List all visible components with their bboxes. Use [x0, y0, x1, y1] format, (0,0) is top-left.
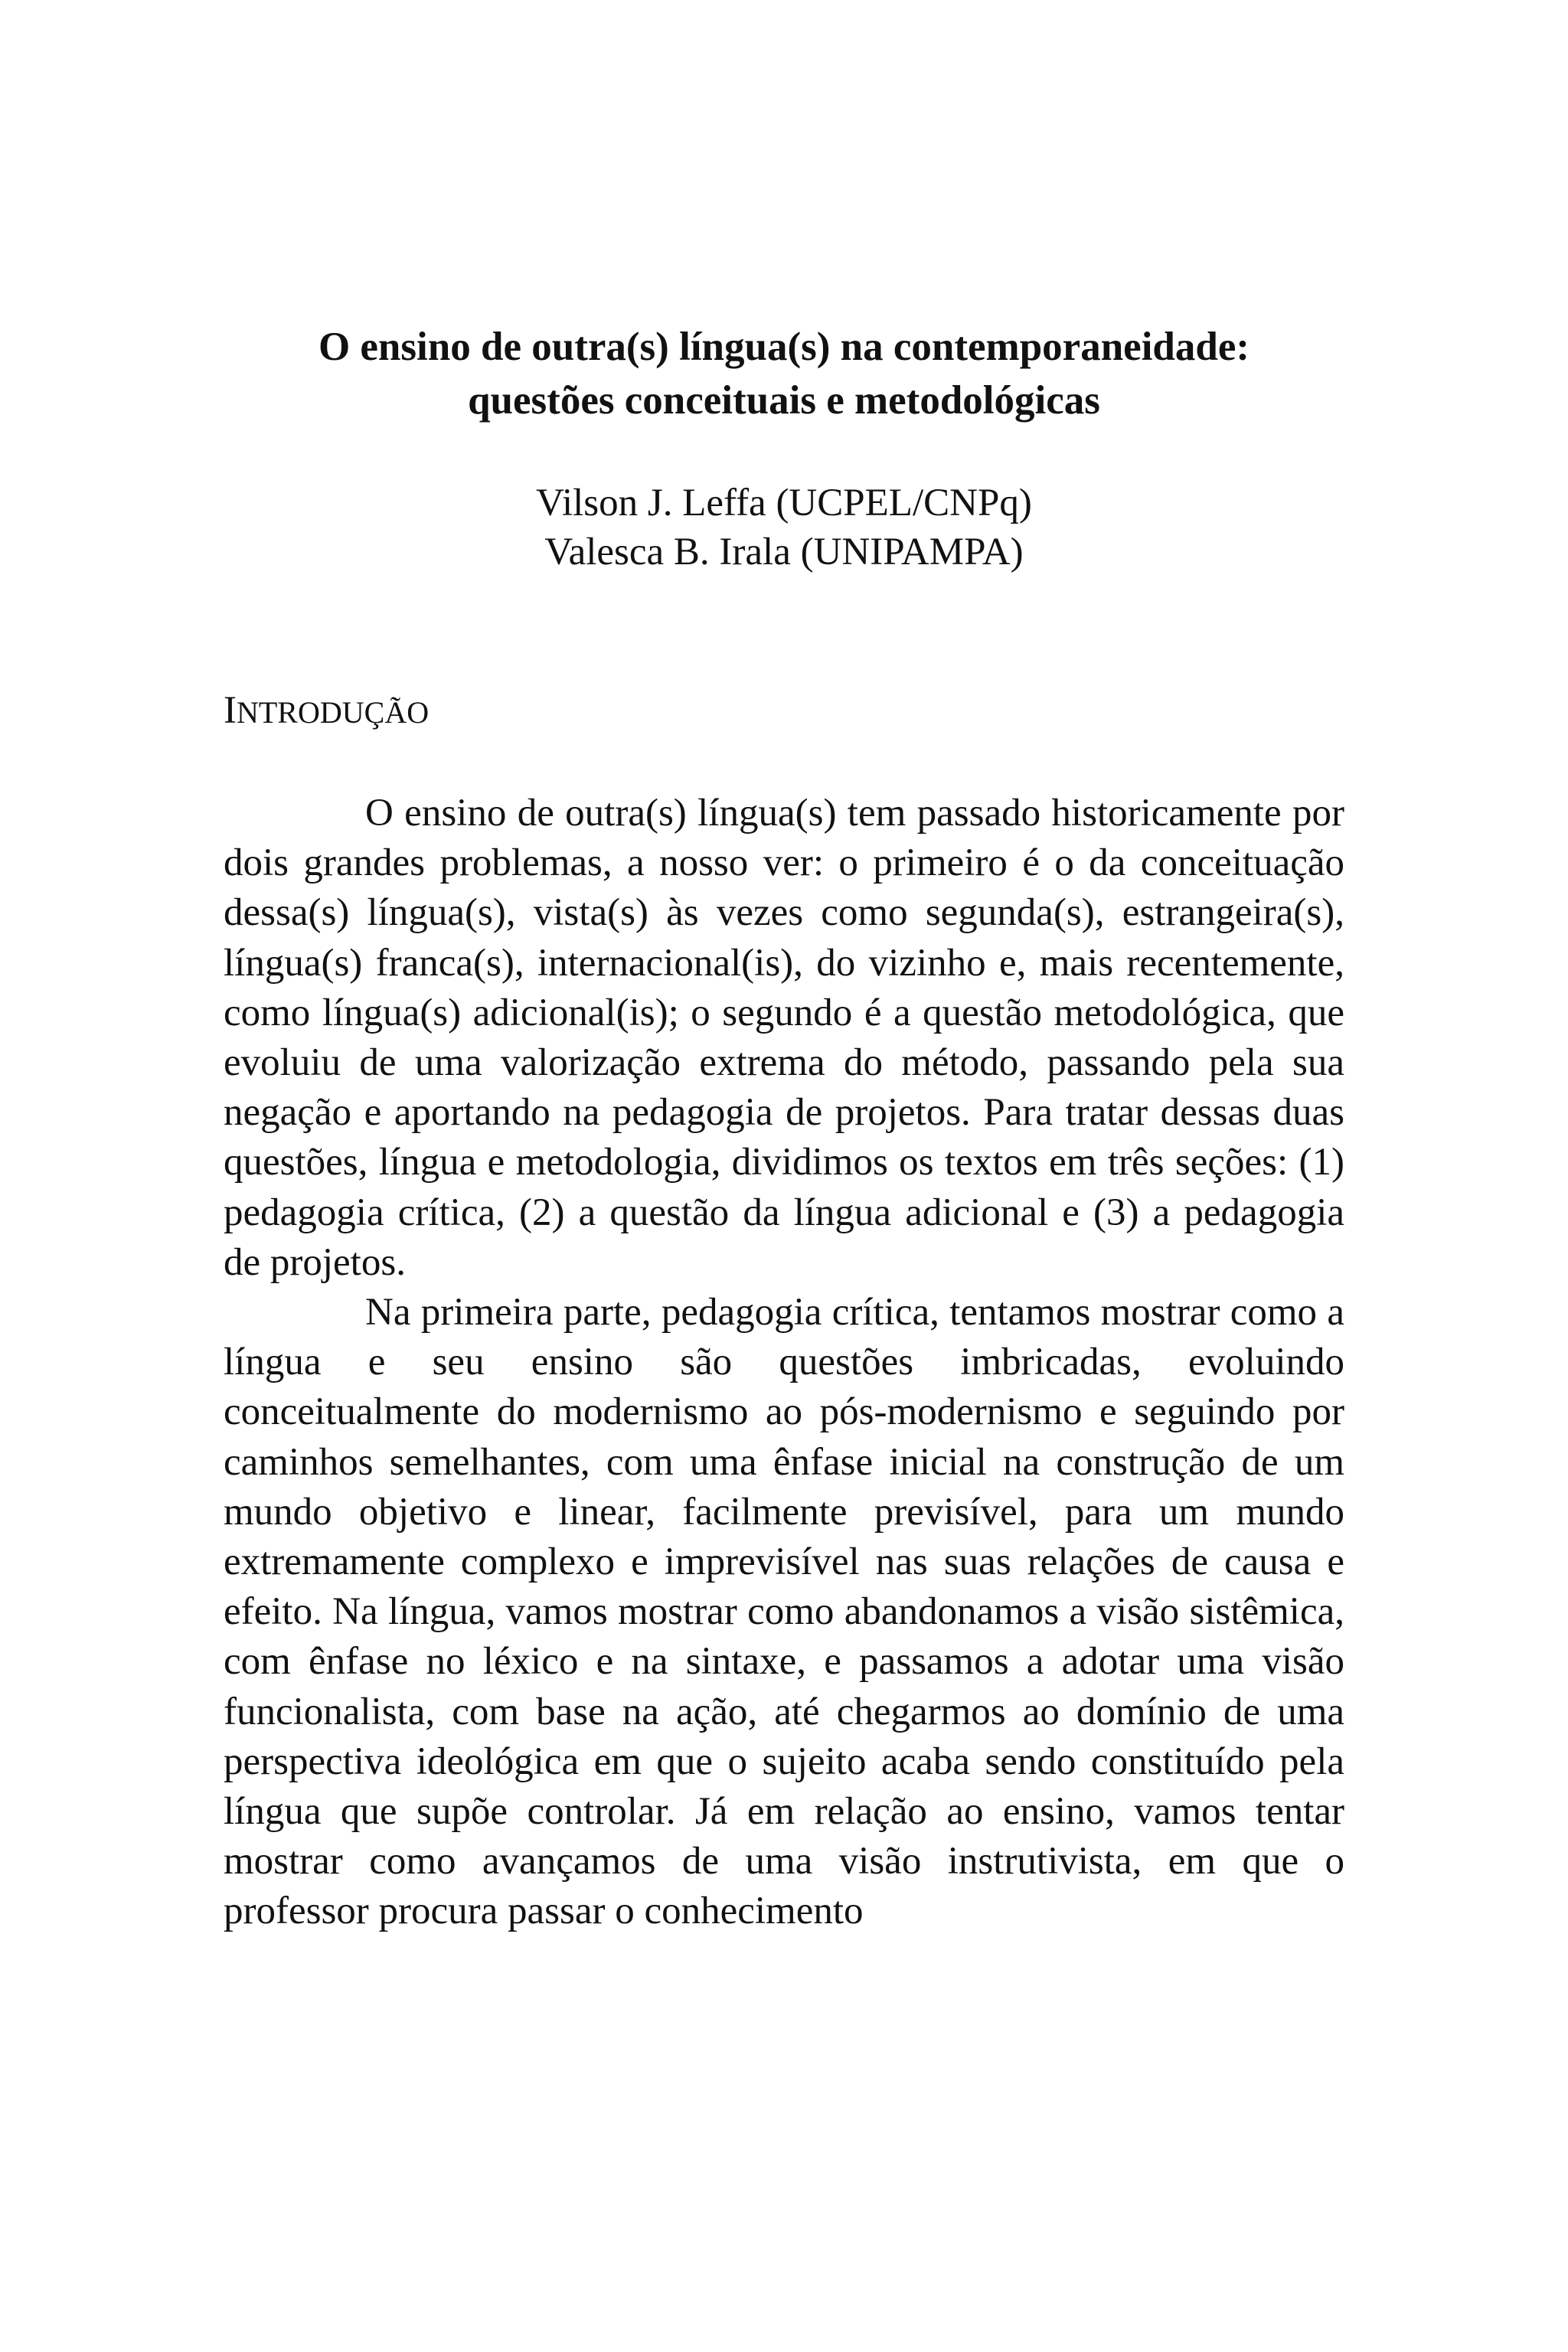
body-text	[224, 789, 1344, 1937]
paragraph-1: O ensino de outra(s) língua(s) tem passado historicamente por dois grandes problemas, a nosso ver: o primeiro é o da conceituação dessa(s) língua(s), vista(s) às vezes como segunda(s), estrangeira(s), língua(s) franca(s), internacional(is), do vizinho e, mais recentemente, como língua(s) adicional(is); o segundo é a questão metodológica, que evoluiu de uma valorização extrema do método, passando pela sua negação e aportando na pedagogia de projetos. Para tratar dessas duas questões, língua e metodologia, dividimos os textos em três seções: (1) pedagogia crítica, (2) a questão da língua adicional e (3) a pedagogia de projetos.	[224, 792, 1344, 1284]
author-2: Valesca B. Irala (UNIPAMPA)	[544, 531, 1024, 573]
section-heading-rest: NTRODUÇÃO	[236, 695, 430, 730]
paragraph-2: Na primeira parte, pedagogia crítica, tentamos mostrar como a língua e seu ensino são questões imbricadas, evoluindo conceitualmente do modernismo ao pós-modernismo e seguindo por caminhos semelhantes, com uma ênfase inicial na construção de um mundo objetivo e linear, facilmente previsível, para um mundo extremamente complexo e imprevisível nas suas relações de causa e efeito. Na língua, vamos mostrar como abandonamos a visão sistêmica, com ênfase no léxico e na sintaxe, e passamos a adotar uma visão funcionalista, com base na ação, até chegarmos ao domínio de uma perspectiva ideológica em que o sujeito acaba sendo constituído pela língua que supõe controlar. Já em relação ao ensino, vamos tentar mostrar como avançamos de uma visão instrutivista, em que o professor procura passar o conhecimento	[224, 1291, 1344, 1933]
title-line-2: questões conceituais e metodológicas	[468, 378, 1100, 423]
title-line-1: O ensino de outra(s) língua(s) na contemporaneidade:	[318, 325, 1250, 369]
author-list	[253, 479, 1315, 577]
page-title	[176, 320, 1392, 427]
section-heading-initial: I	[224, 689, 237, 732]
section-heading-introducao	[224, 686, 429, 737]
author-1: Vilson J. Leffa (UCPEL/CNPq)	[536, 482, 1032, 524]
